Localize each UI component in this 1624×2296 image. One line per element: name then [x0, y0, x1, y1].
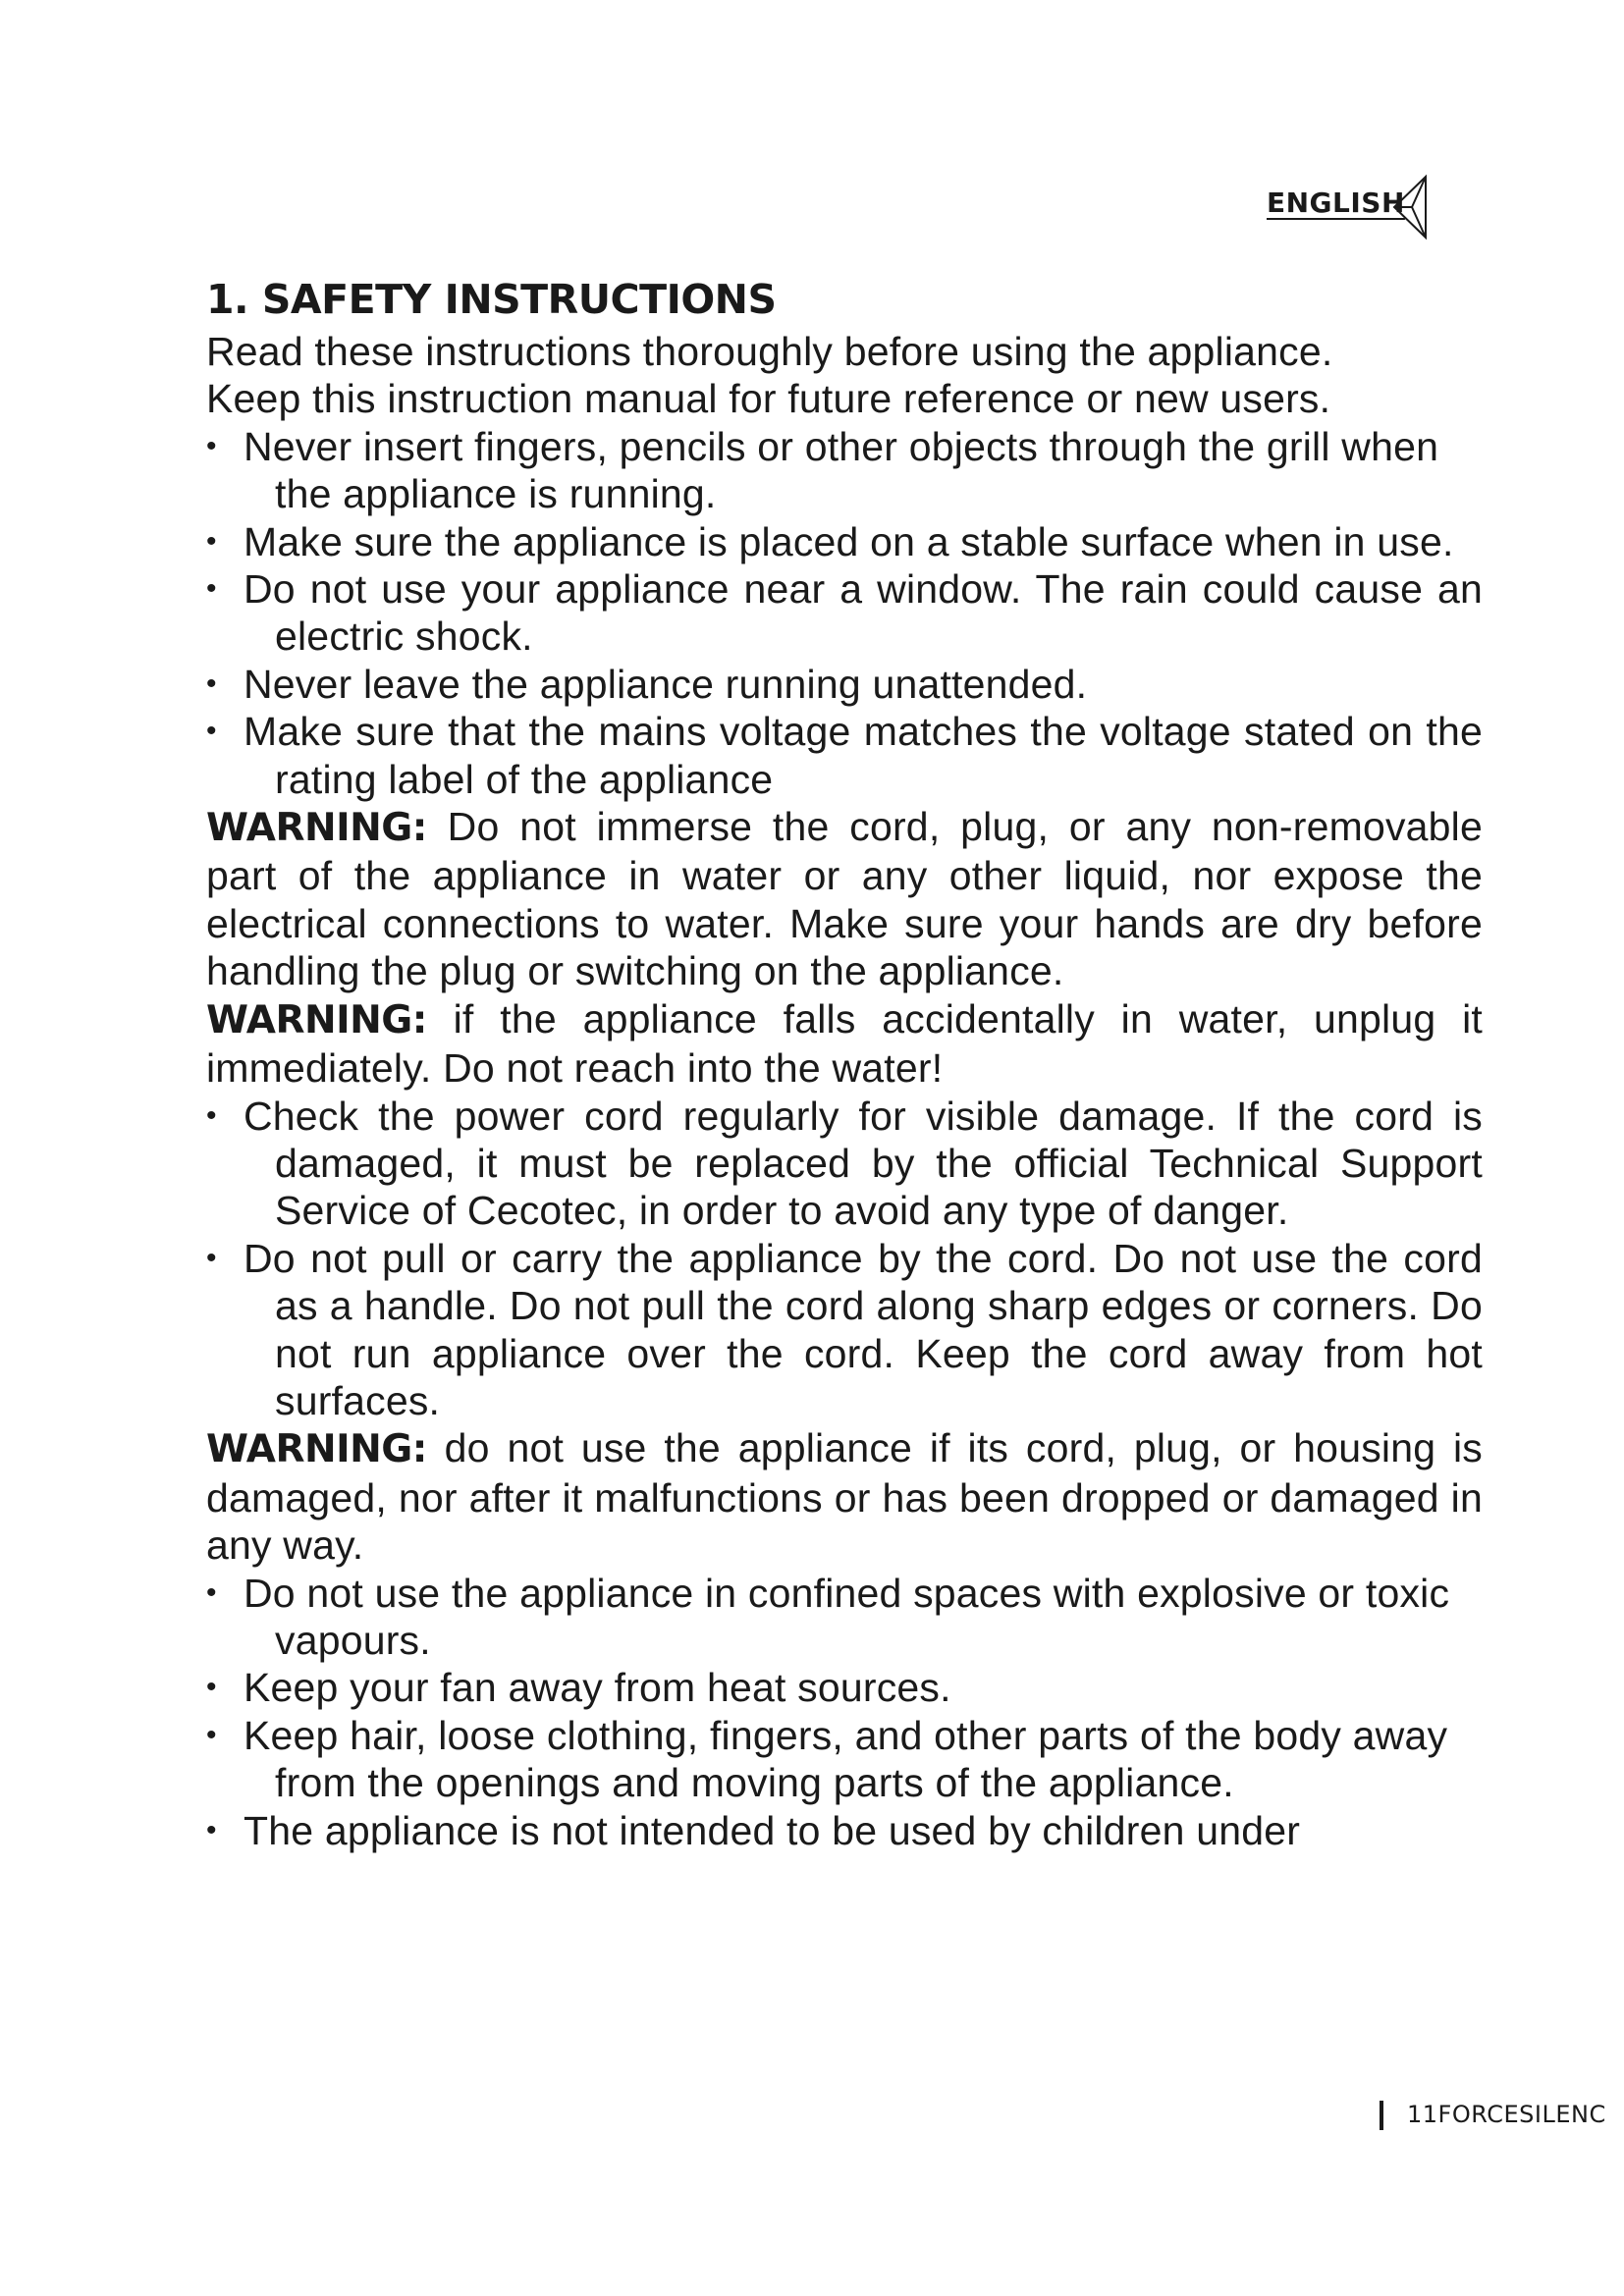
page-code: 11FORCESILENC [1407, 2101, 1606, 2128]
warning-label: WARNING: [206, 1427, 427, 1472]
bullet-item: • Keep your fan away from heat sources. [206, 1664, 1483, 1711]
warning-label: WARNING: [206, 997, 427, 1042]
language-label: ENGLISH [1267, 187, 1405, 219]
section-title: 1. SAFETY INSTRUCTIONS [206, 276, 777, 323]
warning-paragraph [206, 803, 1483, 995]
bullet-item: • Make sure that the mains voltage matches the voltage stated on the rating label of the appliance [206, 708, 1483, 803]
intro-line-2: Keep this instruction manual for future reference or new users. [206, 376, 1331, 422]
bullet-item: • Do not pull or carry the appliance by the cord. Do not use the cord as a handle. Do not pull the cord along sharp edges or corners. Do not run appliance over the cord. Keep the cord away from hot surfaces. [206, 1235, 1483, 1425]
bullet-item: • Check the power cord regularly for visible damage. If the cord is damaged, it must be replaced by the official Technical Support Service of Cecotec, in order to avoid any type of danger. [206, 1093, 1483, 1235]
footer-divider [1380, 2101, 1383, 2130]
warning-paragraph [206, 1424, 1483, 1569]
warning-paragraph [206, 995, 1483, 1093]
bullet-item: • Never insert fingers, pencils or other objects through the grill when the appliance is running. [206, 423, 1483, 518]
bullet-item: • Never leave the appliance running unattended. [206, 661, 1483, 708]
safety-section [206, 271, 1483, 1854]
bullet-item: • Do not use the appliance in confined spaces with explosive or toxic vapours. [206, 1570, 1483, 1665]
bullet-item: • Keep hair, loose clothing, fingers, and other parts of the body away from the openings and moving parts of the appliance. [206, 1712, 1483, 1807]
warning-text: Do not immerse the cord, plug, or any non-removable part of the appliance in water or any other liquid, nor expose the electrical connections to water. Make sure your hands are dry before handling the plug or switching on the appliance. [206, 804, 1483, 994]
triangle-logo-icon [1390, 173, 1430, 241]
intro-line-1: Read these instructions thoroughly before using the appliance. [206, 329, 1333, 374]
bullet-item: • Do not use your appliance near a window. The rain could cause an electric shock. [206, 565, 1483, 661]
warning-text: do not use the appliance if its cord, plug, or housing is damaged, nor after it malfunctions or has been dropped or damaged in any way. [206, 1425, 1483, 1569]
bullet-item: • The appliance is not intended to be used by children under [206, 1807, 1483, 1854]
warning-text: if the appliance falls accidentally in water, unplug it immediately. Do not reach into the water! [206, 995, 1483, 1092]
warning-label: WARNING: [206, 806, 427, 851]
bullet-item: • Make sure the appliance is placed on a stable surface when in use. [206, 518, 1483, 565]
